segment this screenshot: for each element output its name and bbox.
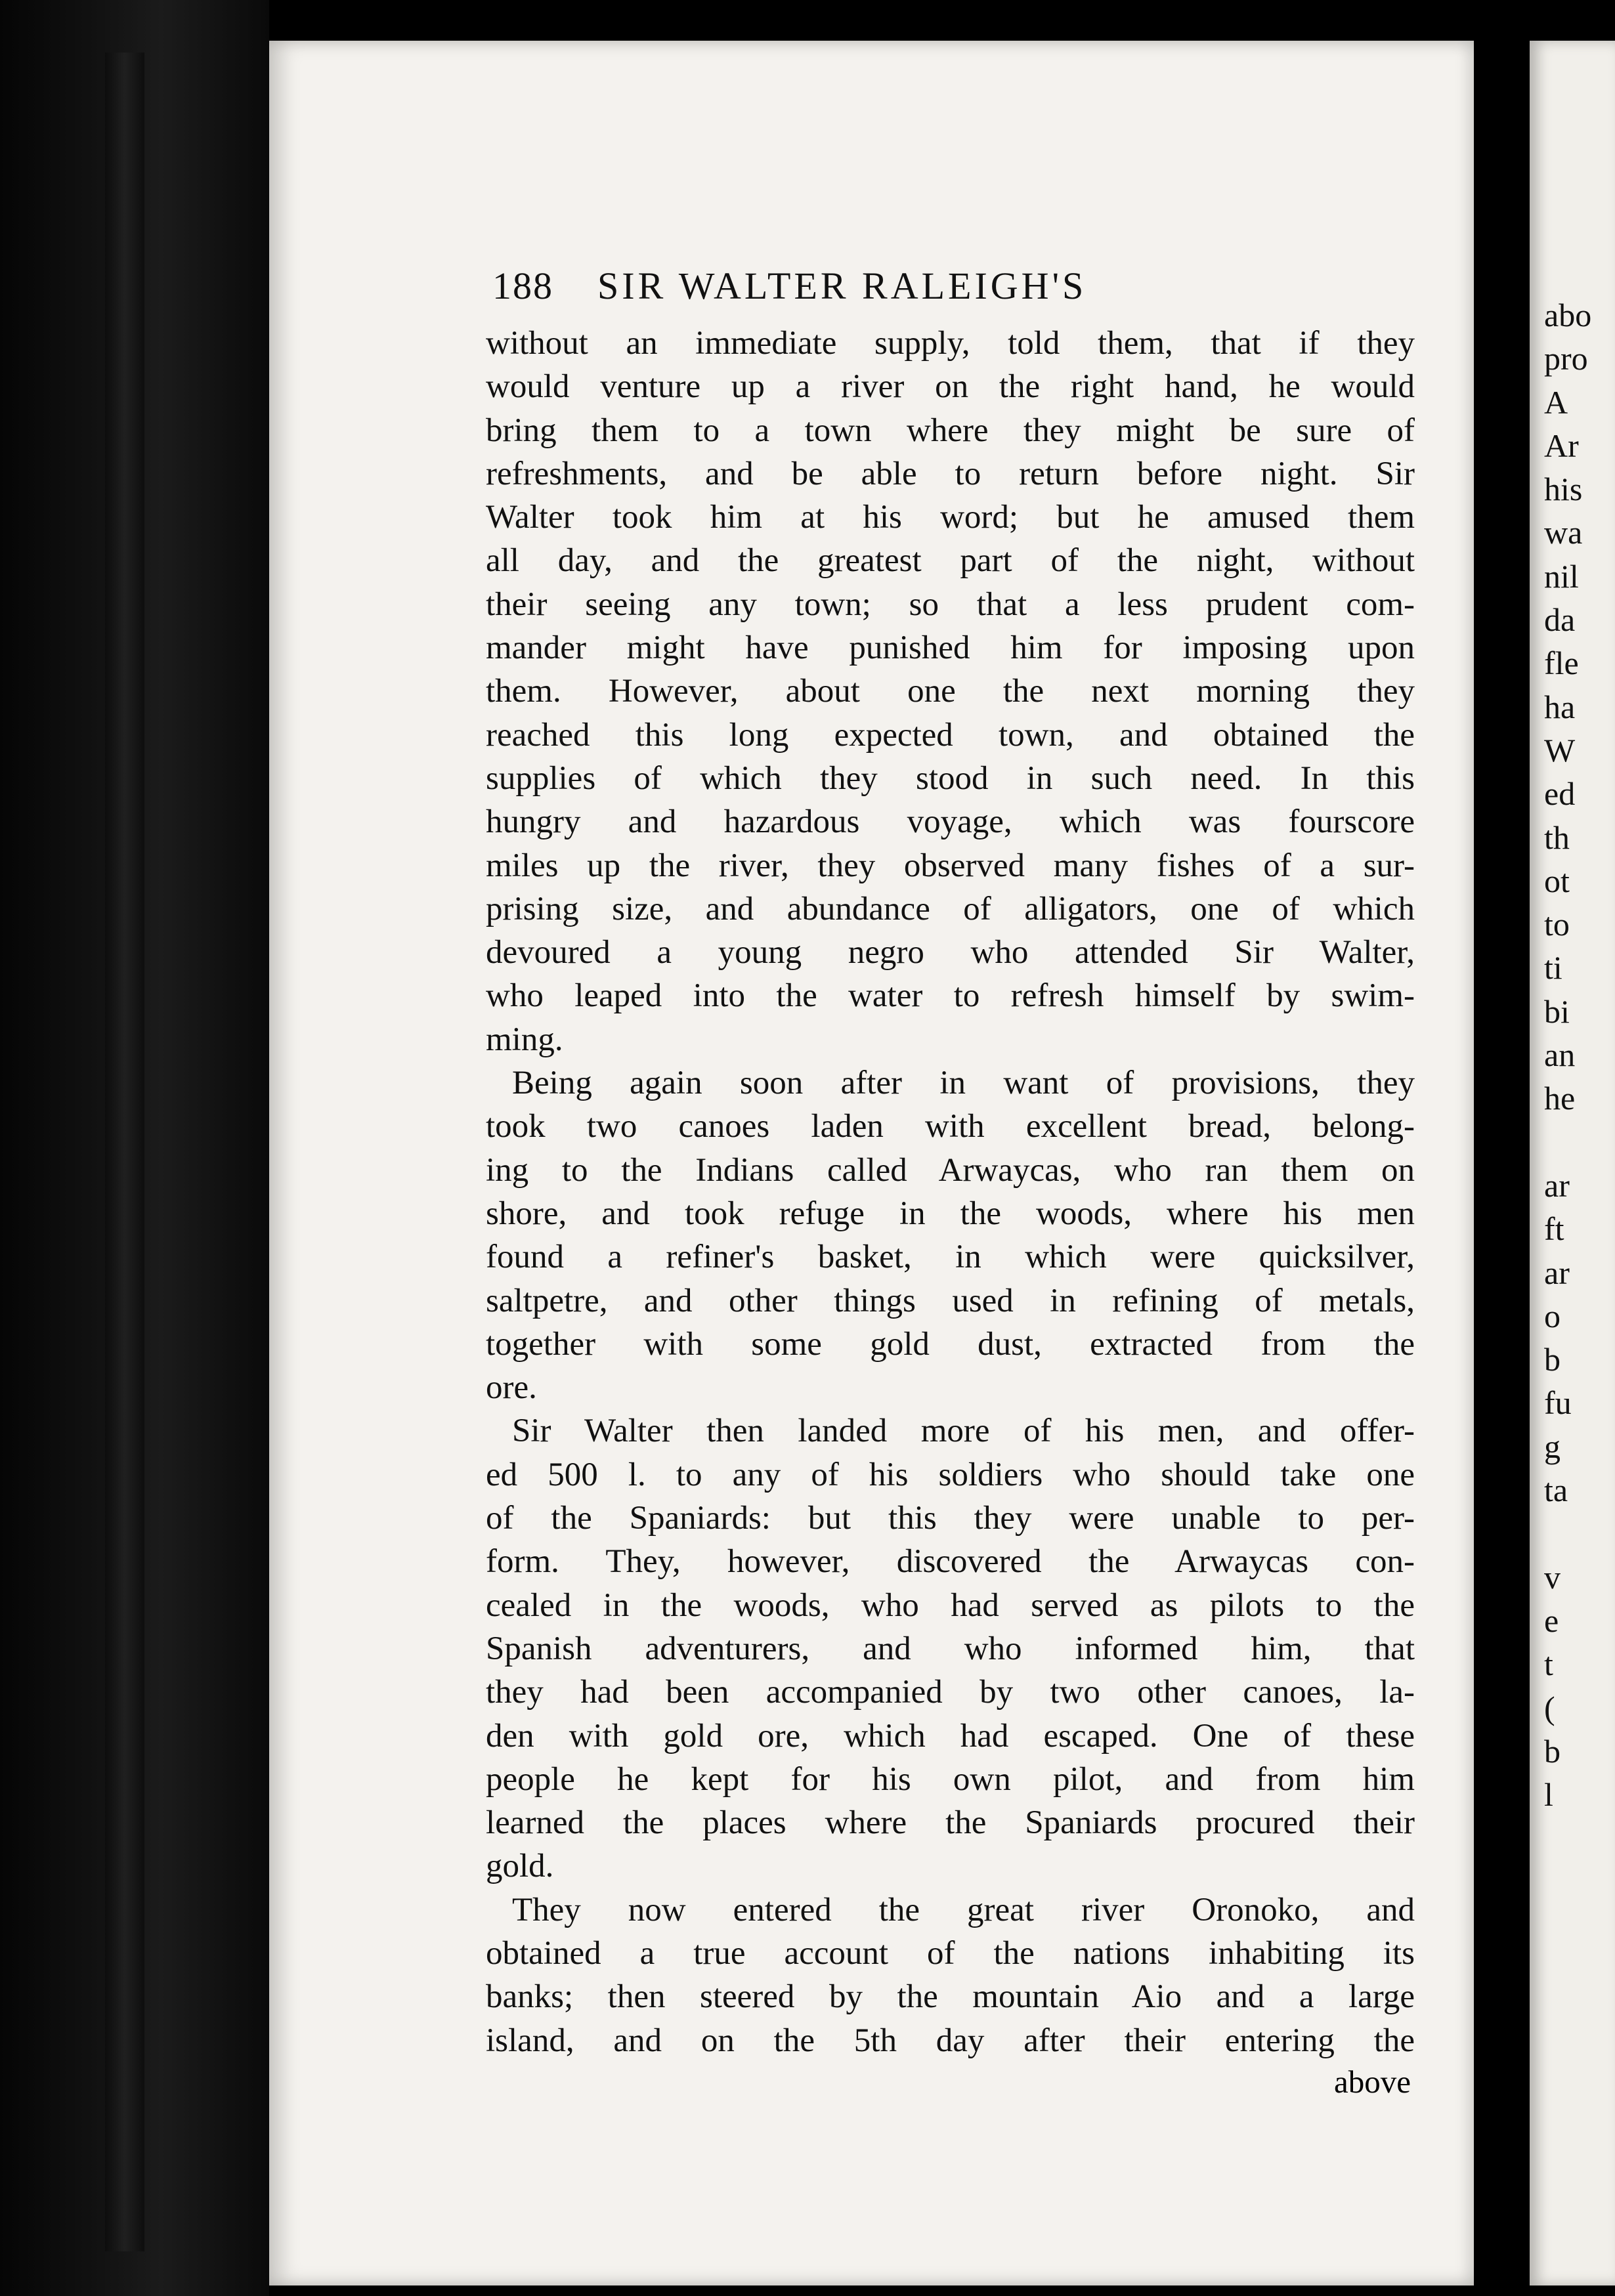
text-line: found a refiner's basket, in which were quicksilver, — [486, 1239, 1415, 1276]
text-line: shore, and took refuge in the woods, where his men — [486, 1195, 1415, 1232]
facing-fragment: bi — [1544, 992, 1570, 1030]
facing-fragment: da — [1544, 601, 1576, 639]
facing-fragment — [1544, 1512, 1591, 1555]
facing-fragment: e — [1544, 1602, 1559, 1639]
text-line: Spanish adventurers, and who informed him, that — [486, 1630, 1415, 1667]
running-head — [486, 264, 1415, 316]
facing-fragment: abo — [1544, 297, 1592, 333]
text-line: They now entered the great river Oronoko, and — [512, 1891, 1415, 1928]
facing-fragment: ft — [1544, 1210, 1564, 1248]
page-content — [486, 264, 1415, 2102]
facing-fragment: o — [1544, 1297, 1561, 1334]
text-line: ing to the Indians called Arwaycas, who ran them on — [486, 1151, 1415, 1189]
binding-gutter — [105, 53, 144, 2251]
facing-fragment: b — [1544, 1341, 1561, 1378]
facing-fragment: ar — [1544, 1166, 1570, 1204]
facing-fragment: th — [1544, 818, 1570, 856]
text-line: together with some gold dust, extracted from the — [486, 1325, 1415, 1363]
text-line: hungry and hazardous voyage, which was fourscore — [486, 803, 1415, 841]
facing-fragment: nil — [1544, 557, 1579, 595]
text-line: obtained a true account of the nations inhabiting its — [486, 1934, 1415, 1972]
facing-fragment: v — [1544, 1558, 1561, 1596]
facing-fragment: ot — [1544, 862, 1570, 899]
text-line: all day, and the greatest part of the night, without — [486, 542, 1415, 580]
text-line: people he kept for his own pilot, and from him — [486, 1760, 1415, 1798]
facing-fragment: ha — [1544, 688, 1576, 725]
facing-fragment: his — [1544, 471, 1583, 508]
text-line: refreshments, and be able to return before night. Sir — [486, 455, 1415, 492]
text-line: reached this long expected town, and obtained the — [486, 716, 1415, 754]
facing-fragment: ti — [1544, 949, 1562, 987]
facing-fragment: t — [1544, 1646, 1553, 1683]
text-line: Being again soon after in want of provisions, they — [512, 1065, 1415, 1102]
text-line: banks; then steered by the mountain Aio and a large — [486, 1978, 1415, 2016]
text-line: learned the places where the Spaniards procured their — [486, 1804, 1415, 1842]
text-line: bring them to a town where they might be sure of — [486, 412, 1415, 449]
facing-fragment: ed — [1544, 775, 1576, 813]
facing-fragment: ta — [1544, 1472, 1568, 1509]
text-line: supplies of which they stood in such need. In this — [486, 759, 1415, 797]
body-text — [486, 322, 1415, 2062]
running-title: SIR WALTER RALEIGH'S — [597, 265, 1087, 307]
text-line: miles up the river, they observed many fishes of a sur- — [486, 847, 1415, 884]
facing-fragment: l — [1544, 1776, 1553, 1814]
facing-fragment: pro — [1544, 340, 1588, 377]
facing-fragment — [1544, 1120, 1591, 1164]
facing-fragment: b — [1544, 1732, 1561, 1770]
text-line: ed 500 l. to any of his soldiers who should take one — [486, 1456, 1415, 1493]
text-line: ore. — [486, 1369, 537, 1407]
facing-fragment: g — [1544, 1428, 1561, 1465]
page-number: 188 — [492, 265, 553, 307]
text-line: prising size, and abundance of alligators, one of which — [486, 890, 1415, 927]
text-line: cealed in the woods, who had served as pilots to the — [486, 1586, 1415, 1624]
facing-fragment: he — [1544, 1080, 1576, 1117]
text-line: den with gold ore, which had escaped. One of these — [486, 1717, 1415, 1754]
facing-fragment: fle — [1544, 645, 1579, 682]
text-line: without an immediate supply, told them, that if they — [486, 325, 1415, 362]
facing-fragment: ( — [1544, 1689, 1555, 1726]
text-line: them. However, about one the next morning they — [486, 673, 1415, 710]
text-line: gold. — [486, 1848, 554, 1885]
text-line: would venture up a river on the right hand, he would — [486, 368, 1415, 406]
text-line: form. They, however, discovered the Arwaycas con- — [486, 1543, 1415, 1581]
text-line: ming. — [486, 1021, 563, 1058]
text-line: of the Spaniards: but this they were unable to per- — [486, 1500, 1415, 1537]
text-line: mander might have punished him for imposing upon — [486, 629, 1415, 667]
facing-fragment: W — [1544, 731, 1576, 769]
facing-fragment: an — [1544, 1036, 1576, 1074]
text-line: Sir Walter then landed more of his men, and offer- — [512, 1413, 1415, 1450]
text-line: island, and on the 5th day after their entering the — [486, 2022, 1415, 2059]
text-line: they had been accompanied by two other canoes, la- — [486, 1674, 1415, 1711]
text-line: devoured a young negro who attended Sir Walter, — [486, 934, 1415, 971]
facing-fragment: fu — [1544, 1384, 1572, 1422]
text-line: who leaped into the water to refresh himself by swim- — [486, 977, 1415, 1015]
catchword: above — [1334, 2063, 1411, 2100]
facing-fragment: A — [1544, 383, 1568, 421]
facing-page-fragments — [1544, 293, 1591, 1816]
text-line: saltpetre, and other things used in refining of metals, — [486, 1282, 1415, 1319]
text-line: took two canoes laden with excellent bread, belong- — [486, 1108, 1415, 1145]
facing-fragment: ar — [1544, 1254, 1570, 1291]
facing-fragment: to — [1544, 906, 1570, 943]
facing-page-edge — [1530, 41, 1615, 2285]
facing-fragment: Ar — [1544, 427, 1579, 464]
facing-fragment: wa — [1544, 514, 1583, 551]
book-page — [269, 41, 1474, 2285]
text-line: Walter took him at his word; but he amused them — [486, 499, 1415, 536]
text-line: their seeing any town; so that a less prudent com- — [486, 585, 1415, 623]
